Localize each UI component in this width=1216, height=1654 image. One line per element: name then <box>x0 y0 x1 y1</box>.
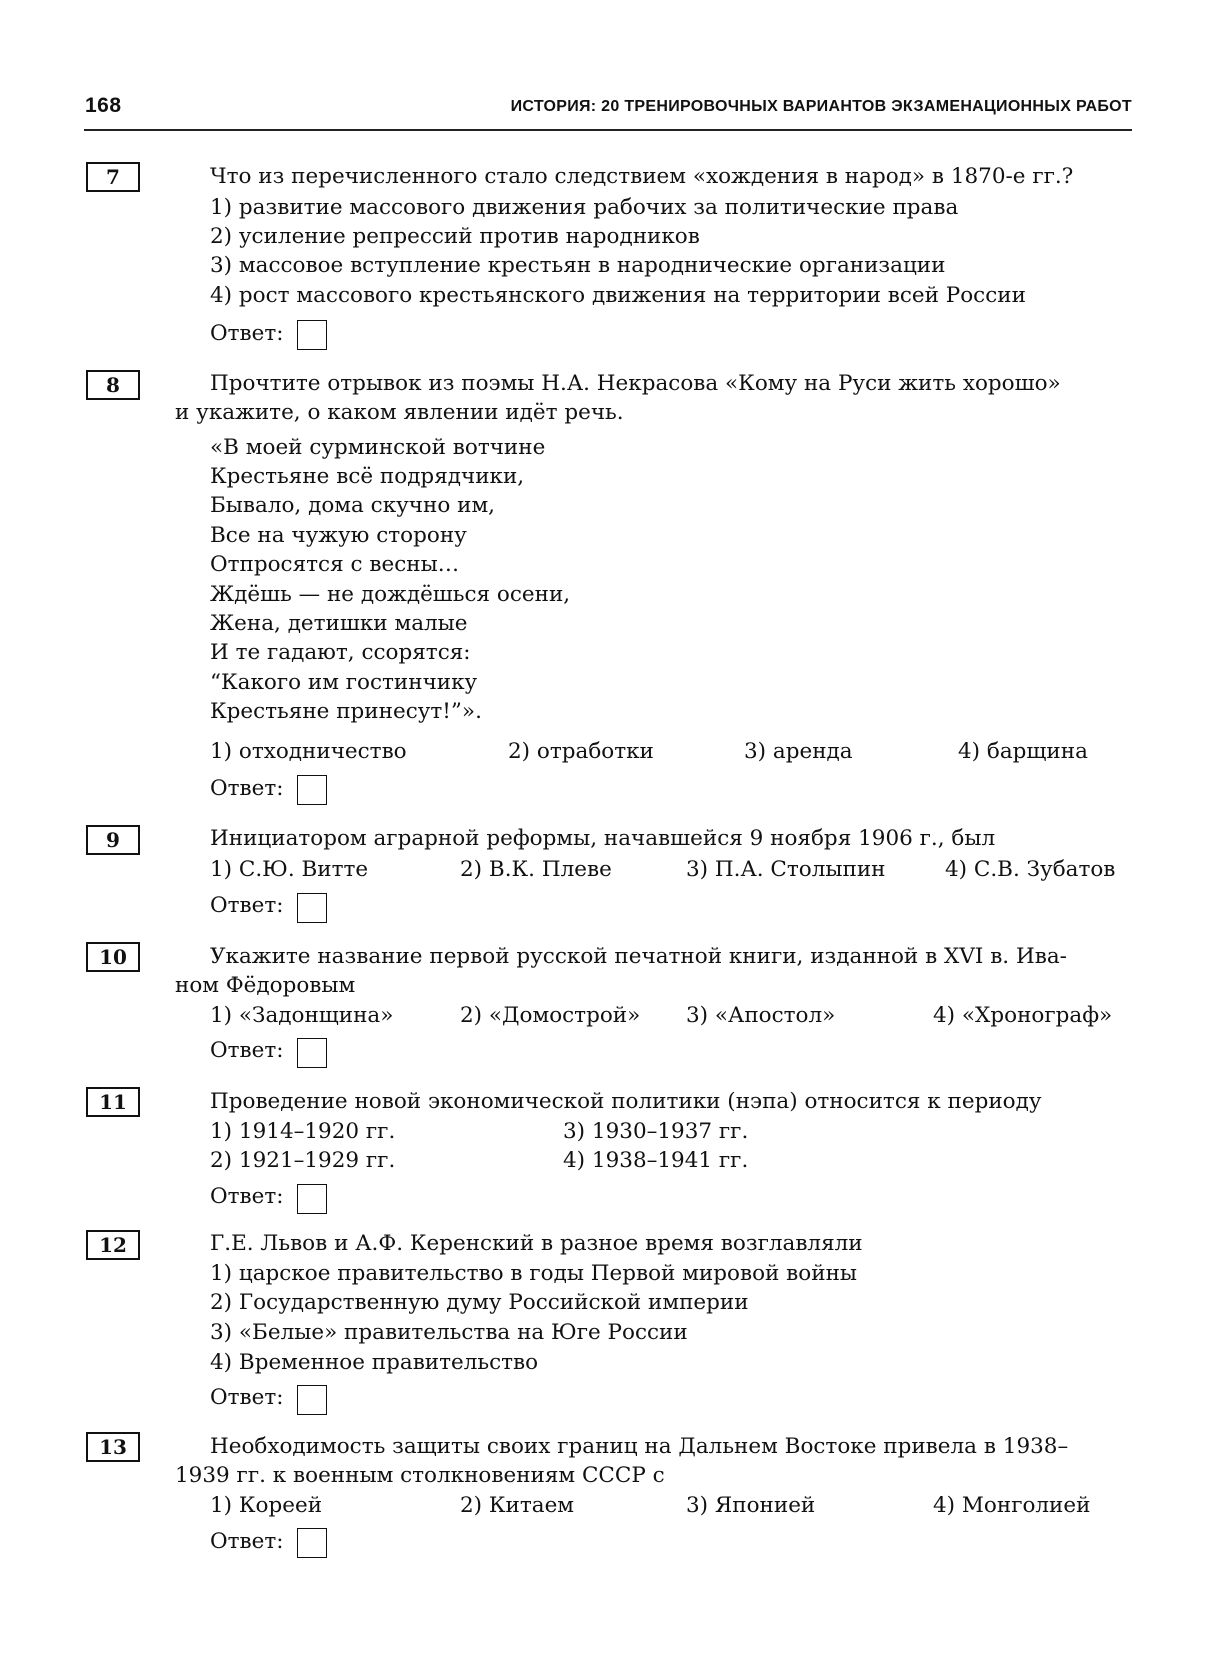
option-2[interactable]: 2) В.К. Плеве <box>460 857 612 882</box>
poem-line: Жена, детишки малые <box>210 611 468 636</box>
option-4[interactable]: 4) С.В. Зубатов <box>945 857 1116 882</box>
task-number-box: 8 <box>86 370 140 400</box>
poem-line: Бывало, дома скучно им, <box>210 493 496 518</box>
running-head: ИСТОРИЯ: 20 ТРЕНИРОВОЧНЫХ ВАРИАНТОВ ЭКЗАМЕНАЦИОННЫХ РАБОТ <box>510 98 1132 115</box>
option-4[interactable]: 4) «Хронограф» <box>933 1003 1113 1028</box>
option-1[interactable]: 1) царское правительство в годы Первой мировой войны <box>210 1261 858 1286</box>
option-2[interactable]: 2) усиление репрессий против народников <box>210 224 700 249</box>
answer-label: Ответ: <box>210 1385 284 1410</box>
task-number-box: 9 <box>86 825 140 855</box>
option-1[interactable]: 1) «Задонщина» <box>210 1003 394 1028</box>
option-2[interactable]: 2) Китаем <box>460 1493 575 1518</box>
question-text: Г.Е. Львов и А.Ф. Керенский в разное время возглавляли <box>210 1231 863 1256</box>
question-text: ном Фёдоровым <box>175 973 356 998</box>
question-text: Прочтите отрывок из поэмы Н.А. Некрасова «Кому на Руси жить хорошо» <box>210 371 1061 396</box>
answer-label: Ответ: <box>210 776 284 801</box>
question-text: и укажите, о каком явлении идёт речь. <box>175 400 624 425</box>
poem-line: Ждёшь — не дождёшься осени, <box>210 582 571 607</box>
task-number-box: 12 <box>86 1230 140 1260</box>
answer-box[interactable] <box>297 1038 327 1068</box>
poem-line: Все на чужую сторону <box>210 523 467 548</box>
question-text: Необходимость защиты своих границ на Дальнем Востоке привела в 1938– <box>210 1434 1069 1459</box>
poem-line: Крестьяне всё подрядчики, <box>210 464 525 489</box>
option-3[interactable]: 3) аренда <box>744 739 853 764</box>
option-2[interactable]: 2) 1921–1929 гг. <box>210 1148 396 1173</box>
option-3[interactable]: 3) Японией <box>686 1493 816 1518</box>
option-2[interactable]: 2) отработки <box>508 739 654 764</box>
answer-label: Ответ: <box>210 1184 284 1209</box>
option-1[interactable]: 1) отходничество <box>210 739 407 764</box>
option-1[interactable]: 1) 1914–1920 гг. <box>210 1119 396 1144</box>
answer-box[interactable] <box>297 1184 327 1214</box>
question-text: Укажите название первой русской печатной книги, изданной в XVI в. Ива- <box>210 944 1067 969</box>
task-number-box: 11 <box>86 1087 140 1117</box>
poem-line: «В моей сурминской вотчине <box>210 435 546 460</box>
answer-box[interactable] <box>297 1528 327 1558</box>
option-3[interactable]: 3) П.А. Столыпин <box>686 857 886 882</box>
option-3[interactable]: 3) «Белые» правительства на Юге России <box>210 1320 688 1345</box>
answer-label: Ответ: <box>210 893 284 918</box>
option-2[interactable]: 2) Государственную думу Российской империи <box>210 1290 749 1315</box>
option-4[interactable]: 4) Временное правительство <box>210 1350 539 1375</box>
option-4[interactable]: 4) рост массового крестьянского движения на территории всей России <box>210 283 1026 308</box>
option-1[interactable]: 1) развитие массового движения рабочих за политические права <box>210 195 959 220</box>
answer-box[interactable] <box>297 320 327 350</box>
header-rule <box>84 129 1132 131</box>
option-3[interactable]: 3) массовое вступление крестьян в народнические организации <box>210 253 946 278</box>
answer-box[interactable] <box>297 775 327 805</box>
task-number-box: 10 <box>86 942 140 972</box>
answer-label: Ответ: <box>210 321 284 346</box>
task-number-box: 7 <box>86 162 140 192</box>
poem-line: И те гадают, ссорятся: <box>210 640 471 665</box>
question-text: Инициатором аграрной реформы, начавшейся 9 ноября 1906 г., был <box>210 826 996 851</box>
answer-label: Ответ: <box>210 1529 284 1554</box>
page-number: 168 <box>85 94 122 117</box>
option-3[interactable]: 3) «Апостол» <box>686 1003 836 1028</box>
option-1[interactable]: 1) С.Ю. Витте <box>210 857 369 882</box>
question-text: Проведение новой экономической политики (нэпа) относится к периоду <box>210 1089 1042 1114</box>
task-number-box: 13 <box>86 1432 140 1462</box>
poem-line: Крестьяне принесут!”». <box>210 699 482 724</box>
option-4[interactable]: 4) барщина <box>958 739 1088 764</box>
question-text: Что из перечисленного стало следствием «хождения в народ» в 1870-е гг.? <box>210 164 1074 189</box>
poem-line: Отпросятся с весны… <box>210 552 460 577</box>
option-2[interactable]: 2) «Домострой» <box>460 1003 641 1028</box>
poem-line: “Какого им гостинчику <box>210 670 478 695</box>
answer-label: Ответ: <box>210 1038 284 1063</box>
answer-box[interactable] <box>297 893 327 923</box>
option-4[interactable]: 4) 1938–1941 гг. <box>563 1148 749 1173</box>
question-text: 1939 гг. к военным столкновениям СССР с <box>175 1463 665 1488</box>
option-3[interactable]: 3) 1930–1937 гг. <box>563 1119 749 1144</box>
answer-box[interactable] <box>297 1385 327 1415</box>
option-4[interactable]: 4) Монголией <box>933 1493 1091 1518</box>
option-1[interactable]: 1) Кореей <box>210 1493 323 1518</box>
